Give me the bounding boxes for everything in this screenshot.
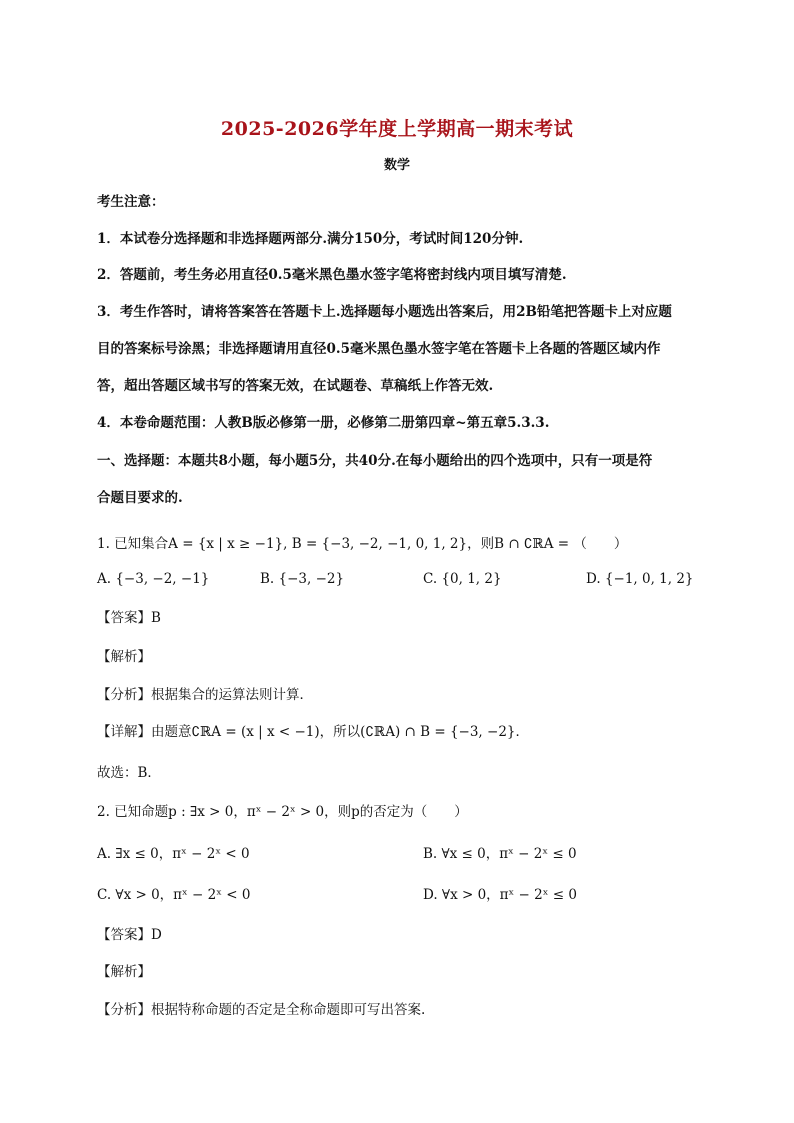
notice-item: 4．本卷命题范围：人教B版必修第一册，必修第二册第四章~第五章5.3.3. <box>97 415 550 431</box>
question-1-stem: 1. 已知集合A = {x | x ≥ −1}, B = {−3, −2, −1, 0, 1, 2}，则B ∩ ∁ℝA = （ ） <box>97 536 628 552</box>
q2-analysis-label: 【解析】 <box>97 964 151 980</box>
q2-option-c: C. ∀x > 0，πˣ − 2ˣ < 0 <box>97 887 251 903</box>
q2-option-a: A. ∃x ≤ 0，πˣ − 2ˣ < 0 <box>97 846 250 862</box>
q1-analysis-label: 【解析】 <box>97 649 151 665</box>
section-heading: 一、选择题：本题共8小题，每小题5分，共40分.在每小题给出的四个选项中，只有一项是符 <box>97 453 653 469</box>
q2-fenxi: 【分析】根据特称命题的否定是全称命题即可写出答案. <box>97 1002 426 1018</box>
q1-answer: 【答案】B <box>97 610 161 626</box>
section-heading-cont: 合题目要求的. <box>97 490 183 506</box>
notice-item: 答，超出答题区域书写的答案无效，在试题卷、草稿纸上作答无效. <box>97 378 494 394</box>
notice-item: 1．本试卷分选择题和非选择题两部分.满分150分，考试时间120分钟. <box>97 231 524 247</box>
q1-option-b: B. {−3, −2} <box>260 571 345 587</box>
q2-option-b: B. ∀x ≤ 0，πˣ − 2ˣ ≤ 0 <box>423 846 577 862</box>
q1-option-d: D. {−1, 0, 1, 2} <box>586 571 694 587</box>
subject-subtitle: 数学 <box>383 158 410 173</box>
question-2-stem: 2. 已知命题p : ∃x > 0，πˣ − 2ˣ > 0，则p的否定为（ ） <box>97 804 468 820</box>
notice-heading: 考生注意： <box>97 194 165 210</box>
notice-item: 3．考生作答时，请将答案答在答题卡上.选择题每小题选出答案后，用2B铅笔把答题卡上对应题 <box>97 304 672 320</box>
notice-item: 2．答题前，考生务必用直径0.5毫米黑色墨水签字笔将密封线内项目填写清楚. <box>97 267 567 283</box>
notice-item: 目的答案标号涂黑；非选择题请用直径0.5毫米黑色墨水签字笔在答题卡上各题的答题区域内作 <box>97 341 661 357</box>
q2-option-d: D. ∀x > 0，πˣ − 2ˣ ≤ 0 <box>423 887 577 903</box>
q2-answer: 【答案】D <box>97 927 162 943</box>
page-title: 2025-2026学年度上学期高一期末考试 <box>220 118 574 140</box>
q1-option-a: A. {−3, −2, −1} <box>97 571 210 587</box>
q1-fenxi: 【分析】根据集合的运算法则计算． <box>97 687 313 703</box>
q1-conclusion: 故选：B． <box>97 765 161 781</box>
q1-option-c: C. {0, 1, 2} <box>423 571 502 587</box>
q1-detail: 【详解】由题意∁ℝA = (x | x < −1)，所以(∁ℝA) ∩ B = {−3, −2}． <box>97 724 529 740</box>
